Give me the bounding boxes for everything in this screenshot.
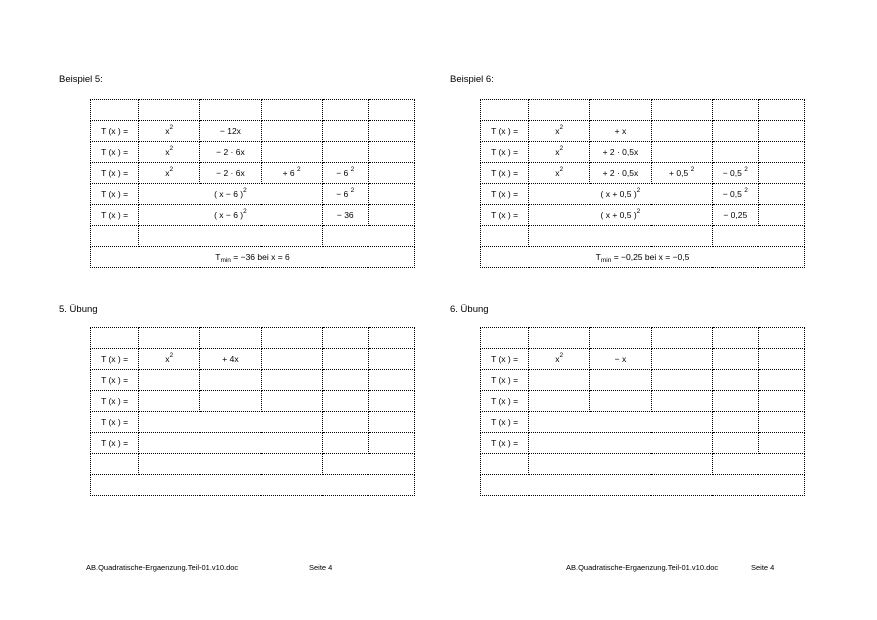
row-label: T (x ) =: [91, 391, 139, 412]
term-cell: − x: [590, 349, 651, 370]
table-row: [481, 391, 805, 412]
binomial-cell: ( x − 6 )$^2$: [139, 184, 323, 205]
row-label: T (x ) =: [91, 433, 139, 454]
table-row: [91, 142, 415, 163]
table-row: [91, 121, 415, 142]
table-row: [481, 328, 805, 349]
term-cell: $x^2$: [139, 163, 200, 184]
row-label: T (x ) =: [91, 370, 139, 391]
table-row: [481, 433, 805, 454]
term-cell: + 6 $^2$: [261, 163, 322, 184]
table-row: [481, 247, 805, 268]
footer-page-left: Seite 4: [309, 563, 333, 572]
result-cell: $T_{min} = -36$ bei x = 6: [91, 247, 415, 268]
row-label: T (x ) =: [91, 142, 139, 163]
example-6-table: [480, 99, 805, 268]
table-row: [91, 247, 415, 268]
term-cell: + 2 · 0,5x: [590, 142, 651, 163]
footer-filename-left: AB.Quadratische-Ergaenzung.Teil-01.v10.doc: [86, 563, 239, 572]
term-cell: + 2 · 0,5x: [590, 163, 651, 184]
term-cell: $x^2$: [529, 121, 590, 142]
row-label: T (x ) =: [481, 205, 529, 226]
table-row: [481, 121, 805, 142]
table-row: [91, 205, 415, 226]
table-row: [481, 205, 805, 226]
row-label: T (x ) =: [481, 433, 529, 454]
table-row: [91, 475, 415, 496]
term-cell: + 0,5 $^2$: [651, 163, 712, 184]
term-cell: − 6 $^2$: [322, 163, 368, 184]
binomial-cell: ( x + 0,5 )$^2$: [529, 184, 713, 205]
table-row: [91, 328, 415, 349]
table-row: [91, 433, 415, 454]
row-label: T (x ) =: [91, 121, 139, 142]
exercise-6-heading: 6. Übung: [450, 304, 489, 315]
table-row: [481, 475, 805, 496]
term-cell: − 0,5 $^2$: [712, 184, 758, 205]
term-cell: + 4x: [200, 349, 261, 370]
row-label: T (x ) =: [481, 121, 529, 142]
term-cell: $x^2$: [529, 163, 590, 184]
row-label: T (x ) =: [91, 349, 139, 370]
binomial-cell: ( x − 6 )$^2$: [139, 205, 323, 226]
example-5-table: [90, 99, 415, 268]
table-row: [91, 391, 415, 412]
term-cell: − 2 · 6x: [200, 163, 261, 184]
term-cell: − 36: [322, 205, 368, 226]
term-cell: − 6 $^2$: [322, 184, 368, 205]
row-label: T (x ) =: [481, 142, 529, 163]
table-row: [481, 370, 805, 391]
exercise-5-table: [90, 327, 415, 496]
table-row: [481, 100, 805, 121]
table-row: [481, 163, 805, 184]
table-row: [91, 100, 415, 121]
row-label: T (x ) =: [481, 412, 529, 433]
row-label: T (x ) =: [91, 205, 139, 226]
table-row: [91, 412, 415, 433]
term-cell: $x^2$: [139, 349, 200, 370]
table-row: [91, 454, 415, 475]
row-label: T (x ) =: [91, 184, 139, 205]
table-row: [91, 163, 415, 184]
table-row: [481, 412, 805, 433]
row-label: T (x ) =: [91, 163, 139, 184]
term-cell: − 0,5 $^2$: [712, 163, 758, 184]
footer-page-right: Seite 4: [751, 563, 775, 572]
term-cell: + x: [590, 121, 651, 142]
table-row: [481, 142, 805, 163]
footer-filename-right: AB.Quadratische-Ergaenzung.Teil-01.v10.doc: [566, 563, 719, 572]
table-row: [481, 184, 805, 205]
table-row: [91, 370, 415, 391]
table-row: [481, 349, 805, 370]
table-row: [481, 226, 805, 247]
table-row: [481, 454, 805, 475]
row-label: T (x ) =: [481, 184, 529, 205]
result-cell: $T_{min} = -0,25$ bei x = −0,5: [481, 247, 805, 268]
result-cell: [481, 475, 805, 496]
table-row: [91, 184, 415, 205]
term-cell: − 2 · 6x: [200, 142, 261, 163]
table-row: [91, 226, 415, 247]
row-label: T (x ) =: [481, 163, 529, 184]
row-label: T (x ) =: [481, 349, 529, 370]
exercise-6-table: [480, 327, 805, 496]
exercise-5-heading: 5. Übung: [59, 304, 98, 315]
term-cell: − 0,25: [712, 205, 758, 226]
table-row: [91, 349, 415, 370]
term-cell: $x^2$: [139, 142, 200, 163]
term-cell: − 12x: [200, 121, 261, 142]
example-5-heading: Beispiel 5:: [59, 74, 103, 85]
row-label: T (x ) =: [481, 391, 529, 412]
row-label: T (x ) =: [481, 370, 529, 391]
binomial-cell: ( x + 0,5 )$^2$: [529, 205, 713, 226]
example-6-heading: Beispiel 6:: [450, 74, 494, 85]
term-cell: $x^2$: [139, 121, 200, 142]
row-label: T (x ) =: [91, 412, 139, 433]
term-cell: $x^2$: [529, 349, 590, 370]
result-cell: [91, 475, 415, 496]
term-cell: $x^2$: [529, 142, 590, 163]
